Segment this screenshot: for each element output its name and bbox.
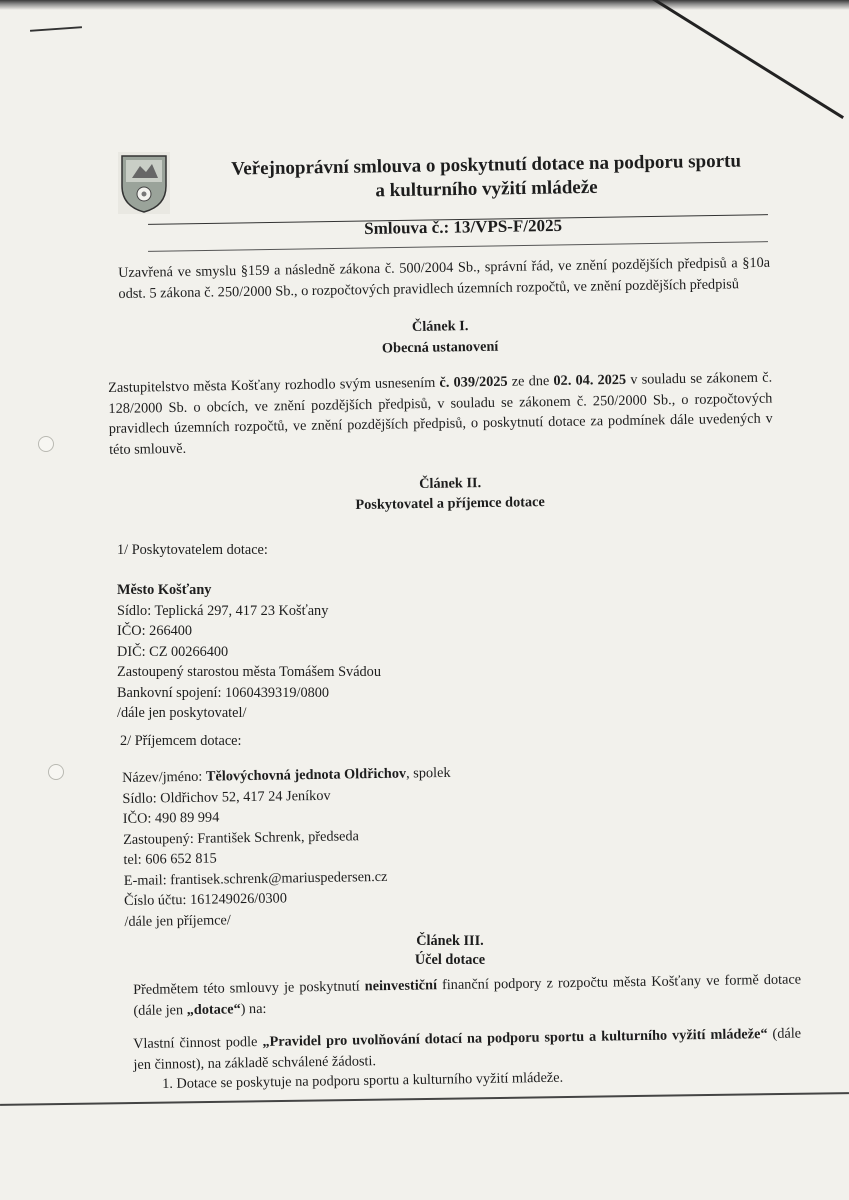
recipient-alias: /dále jen příjemce/ <box>124 911 231 930</box>
article-3-heading: Účel dotace <box>414 952 486 968</box>
provider-ico: IČO: 266400 <box>117 623 193 639</box>
page-bottom-rule <box>0 1092 849 1106</box>
provider-alias: /dále jen poskytovatel/ <box>117 705 247 721</box>
activity-text-part: (dále jen činnost), na základě schválené žádosti. <box>133 1025 802 1073</box>
scan-edge <box>0 0 849 10</box>
recipient-details <box>122 763 453 932</box>
document-title <box>206 149 767 206</box>
article-1-number: Článek I. <box>411 318 469 335</box>
punch-hole <box>38 436 54 452</box>
recipient-email: E-mail: frantisek.schrenk@mariuspedersen.cz <box>123 868 388 889</box>
recipient-name-prefix: Název/jméno: <box>122 768 207 786</box>
recipient-name-suffix: , spolek <box>405 764 451 782</box>
recipient-phone: tel: 606 652 815 <box>123 850 217 868</box>
provider-label: 1/ Poskytovatelem dotace: <box>117 542 268 558</box>
provider-name: Město Košťany <box>117 582 212 598</box>
article-2-number: Článek II. <box>419 475 482 493</box>
recipient-label: 2/ Příjemcem dotace: <box>120 733 242 749</box>
title-line-2: a kulturního vyžití mládeže <box>375 176 598 202</box>
recipient-name: Tělovýchovná jednota Oldřichov <box>205 765 407 785</box>
purpose-type: neinvestiční <box>364 977 438 995</box>
article-3-activity <box>133 1024 802 1075</box>
recipient-representative: Zastoupený: František Schrenk, předseda <box>122 827 360 848</box>
article-3-purpose <box>133 970 802 1021</box>
title-line-1: Veřejnoprávní smlouva o poskytnutí dotace na podporu sportu <box>231 150 742 180</box>
punch-hole <box>48 764 64 780</box>
article-1-text-part: Zastupitelstvo města Košťany rozhodlo svým usnesením <box>108 374 440 396</box>
article-1-text-part: v souladu se zákonem č. 128/2000 Sb. o obcích, ve znění pozdějších předpisů, v souladu se zákonem č. 250/2000 Sb., o rozpočtových pravidlech územních rozpočtů, ve znění pozdějších předpisů, o poskytnutí dotace za podmínek dále uvedených v této smlouvě. <box>108 369 773 458</box>
resolution-date: 02. 04. 2025 <box>553 371 627 390</box>
recipient-address: Sídlo: Oldřichov 52, 417 24 Jeníkov <box>122 787 331 807</box>
purpose-text-part: Předmětem této smlouvy je poskytnutí <box>133 978 365 998</box>
rules-title: „Pravidel pro uvolňování dotací na podporu sportu a kulturního vyžití mládeže“ <box>262 1026 768 1050</box>
provider-bank: Bankovní spojení: 1060439319/0800 <box>117 684 330 701</box>
activity-text-part: Vlastní činnost podle <box>133 1033 263 1052</box>
recipient-ico: IČO: 490 89 994 <box>122 809 220 827</box>
folded-corner-line <box>588 0 844 119</box>
preamble: Uzavřená ve smyslu §159 a následně zákona č. 500/2004 Sb., správní řád, ve znění pozdějších předpisů a §10a odst. 5 zákona č. 250/2000 Sb., o rozpočtových pravidlech územních rozpočtů, ve znění pozdějších předpisů <box>118 254 771 302</box>
article-2-heading: Poskytovatel a příjemce dotace <box>355 494 545 514</box>
provider-details <box>117 580 381 724</box>
provider-dic: DIČ: CZ 00266400 <box>117 643 229 660</box>
provider-address: Sídlo: Teplická 297, 417 23 Košťany <box>117 602 329 619</box>
resolution-number: č. 039/2025 <box>439 373 508 391</box>
title-rule <box>148 241 768 252</box>
purpose-text-part: ) na: <box>240 1000 267 1017</box>
municipal-coat-of-arms <box>118 152 170 214</box>
article-1-text-part: ze dne <box>507 373 554 390</box>
pen-mark <box>30 26 82 32</box>
provider-representative: Zastoupený starostou města Tomášem Svádou <box>117 664 381 680</box>
recipient-account: Číslo účtu: 161249026/0300 <box>123 890 288 909</box>
purpose-text-part: finanční podpory z rozpočtu města Košťany ve formě dotace (dále jen <box>133 971 802 1019</box>
article-3-number: Článek III. <box>416 933 484 949</box>
article-1-heading: Obecná ustanovení <box>381 338 499 357</box>
purpose-alias: „dotace“ <box>186 1000 241 1018</box>
article-1-text <box>108 368 773 460</box>
contract-number: Smlouva č.: 13/VPS-F/2025 <box>364 215 563 238</box>
list-item-1: 1. Dotace se poskytuje na podporu sportu a kulturního vyžití mládeže. <box>162 1069 564 1092</box>
